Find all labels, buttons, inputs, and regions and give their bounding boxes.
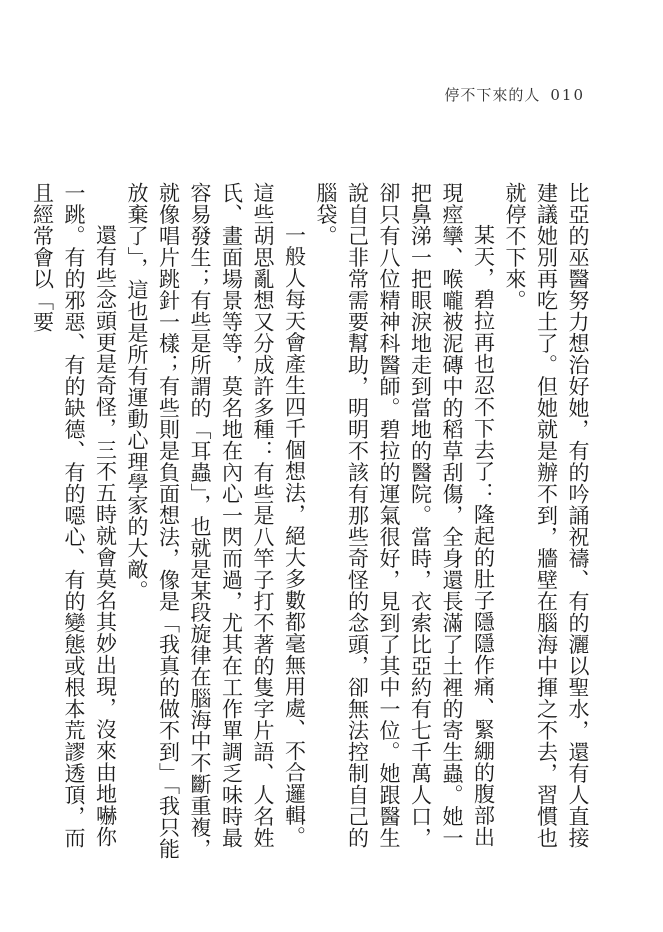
page-number: 010 — [550, 86, 585, 104]
paragraph-3: 一般人每天會產生四千個想法，絕大多數都毫無用處、不合邏輯。這些胡思亂想又分成許多種：有些是八竿子打不著的隻字片語、人名姓氏、畫面場景等等，莫名地在內心一閃而過，尤其在工作單調乏味時最容易發生；有些是所謂的「耳蟲」，也就是某段旋律在腦海中不斷重複，就像唱片跳針一樣；有些則是負面想法，像是「我真的做不到」「我只能放棄了」，這也是所有運動心理學家的大敵。 — [125, 182, 307, 860]
paragraph-4: 還有些念頭更是奇怪，三不五時就會莫名其妙出現，沒來由地嚇你一跳。有的邪惡、有的缺德、有的噁心、有的變態或根本荒謬透頂，而且經常會以「要 — [30, 182, 118, 849]
paragraph-1: 比亞的巫醫努力想治好她，有的吟誦祝禱、有的灑以聖水，還有人直接建議她別再吃土了。但她就是辦不到，牆壁在腦海中揮之不去，習慣也就停不下來。 — [503, 182, 590, 849]
paragraph-2: 某天，碧拉再也忍不下去了：隆起的肚子隱隱作痛、緊綳的腹部出現痙攣、喉嚨被泥磚中的稻草刮傷，全身還長滿了土裡的寄生蟲。她一把鼻涕一把眼淚地走到當地的醫院。當時，衣索比亞約有七千萬人口，卻只有八位精神科醫師。碧拉的運氣很好，見到了其中一位。她跟醫生說自己非常需要幫助，明明不該有那些奇怪的念頭，卻無法控制自己的腦袋。 — [314, 182, 496, 849]
running-head — [444, 84, 585, 105]
book-title: 停不下來的人 — [444, 86, 541, 104]
body-text — [30, 182, 593, 862]
